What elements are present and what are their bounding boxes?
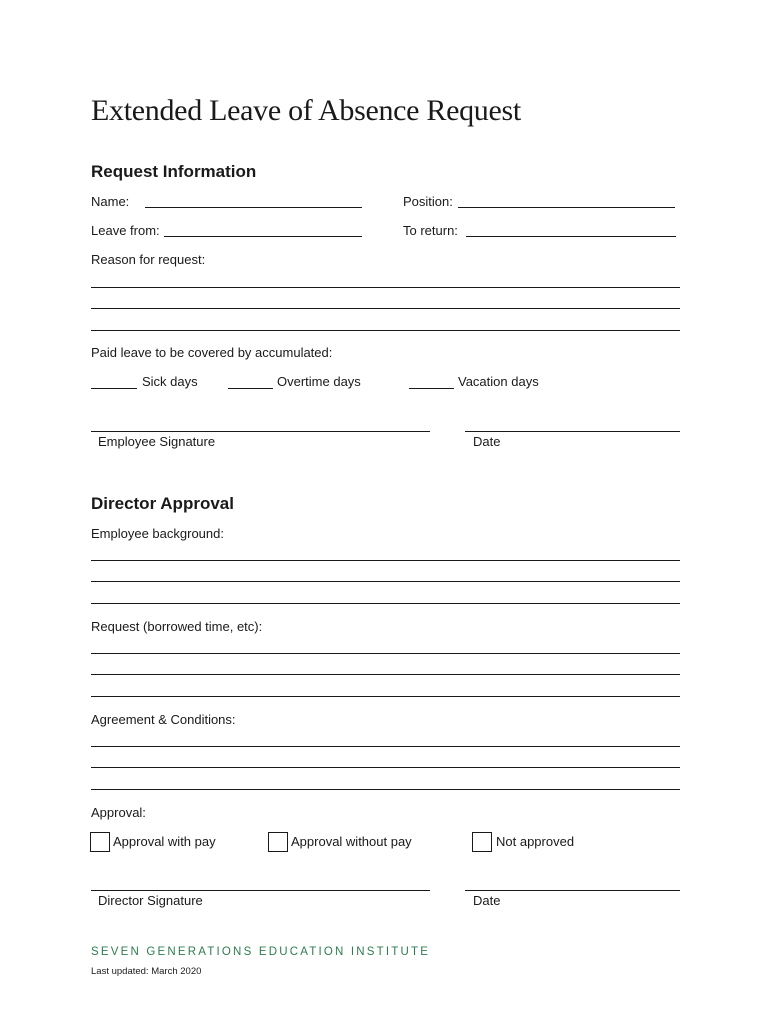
reason-label: Reason for request: — [91, 252, 206, 267]
page-title: Extended Leave of Absence Request — [91, 94, 521, 127]
to-return-field[interactable] — [466, 236, 676, 237]
reason-line[interactable] — [91, 287, 680, 288]
request-line[interactable] — [91, 696, 680, 697]
director-signature-label: Director Signature — [98, 893, 203, 908]
not-approved-checkbox[interactable] — [472, 832, 492, 852]
background-line[interactable] — [91, 603, 680, 604]
reason-line[interactable] — [91, 308, 680, 309]
director-signature-line[interactable] — [91, 890, 430, 891]
employee-signature-label: Employee Signature — [98, 434, 216, 449]
position-field[interactable] — [458, 207, 675, 208]
sick-days-label: Sick days — [142, 374, 198, 389]
agreement-line[interactable] — [91, 767, 680, 768]
approval-without-pay-checkbox[interactable] — [268, 832, 288, 852]
employee-date-label: Date — [473, 434, 501, 449]
name-field[interactable] — [145, 207, 362, 208]
not-approved-label: Not approved — [496, 834, 575, 849]
agreement-line[interactable] — [91, 789, 680, 790]
request-label: Request (borrowed time, etc): — [91, 619, 263, 634]
overtime-days-field[interactable] — [228, 388, 273, 389]
approval-with-pay-checkbox[interactable] — [90, 832, 110, 852]
last-updated: Last updated: March 2020 — [91, 966, 202, 977]
overtime-days-label: Overtime days — [277, 374, 361, 389]
vacation-days-label: Vacation days — [458, 374, 539, 389]
request-line[interactable] — [91, 653, 680, 654]
paid-leave-label: Paid leave to be covered by accumulated: — [91, 345, 333, 360]
approval-label: Approval: — [91, 805, 146, 820]
name-label: Name: — [91, 194, 130, 209]
employee-signature-line[interactable] — [91, 431, 430, 432]
approval-with-pay-label: Approval with pay — [113, 834, 216, 849]
background-line[interactable] — [91, 581, 680, 582]
leave-from-field[interactable] — [164, 236, 362, 237]
director-approval-heading: Director Approval — [91, 494, 234, 513]
position-label: Position: — [403, 194, 453, 209]
employee-background-label: Employee background: — [91, 526, 224, 541]
agreement-label: Agreement & Conditions: — [91, 712, 236, 727]
director-date-line[interactable] — [465, 890, 680, 891]
organization-name: SEVEN GENERATIONS EDUCATION INSTITUTE — [91, 946, 431, 958]
agreement-line[interactable] — [91, 746, 680, 747]
request-information-heading: Request Information — [91, 162, 257, 181]
employee-date-line[interactable] — [465, 431, 680, 432]
background-line[interactable] — [91, 560, 680, 561]
reason-line[interactable] — [91, 330, 680, 331]
leave-from-label: Leave from: — [91, 223, 160, 238]
approval-without-pay-label: Approval without pay — [291, 834, 412, 849]
vacation-days-field[interactable] — [409, 388, 454, 389]
to-return-label: To return: — [403, 223, 458, 238]
sick-days-field[interactable] — [91, 388, 137, 389]
director-date-label: Date — [473, 893, 501, 908]
request-line[interactable] — [91, 674, 680, 675]
